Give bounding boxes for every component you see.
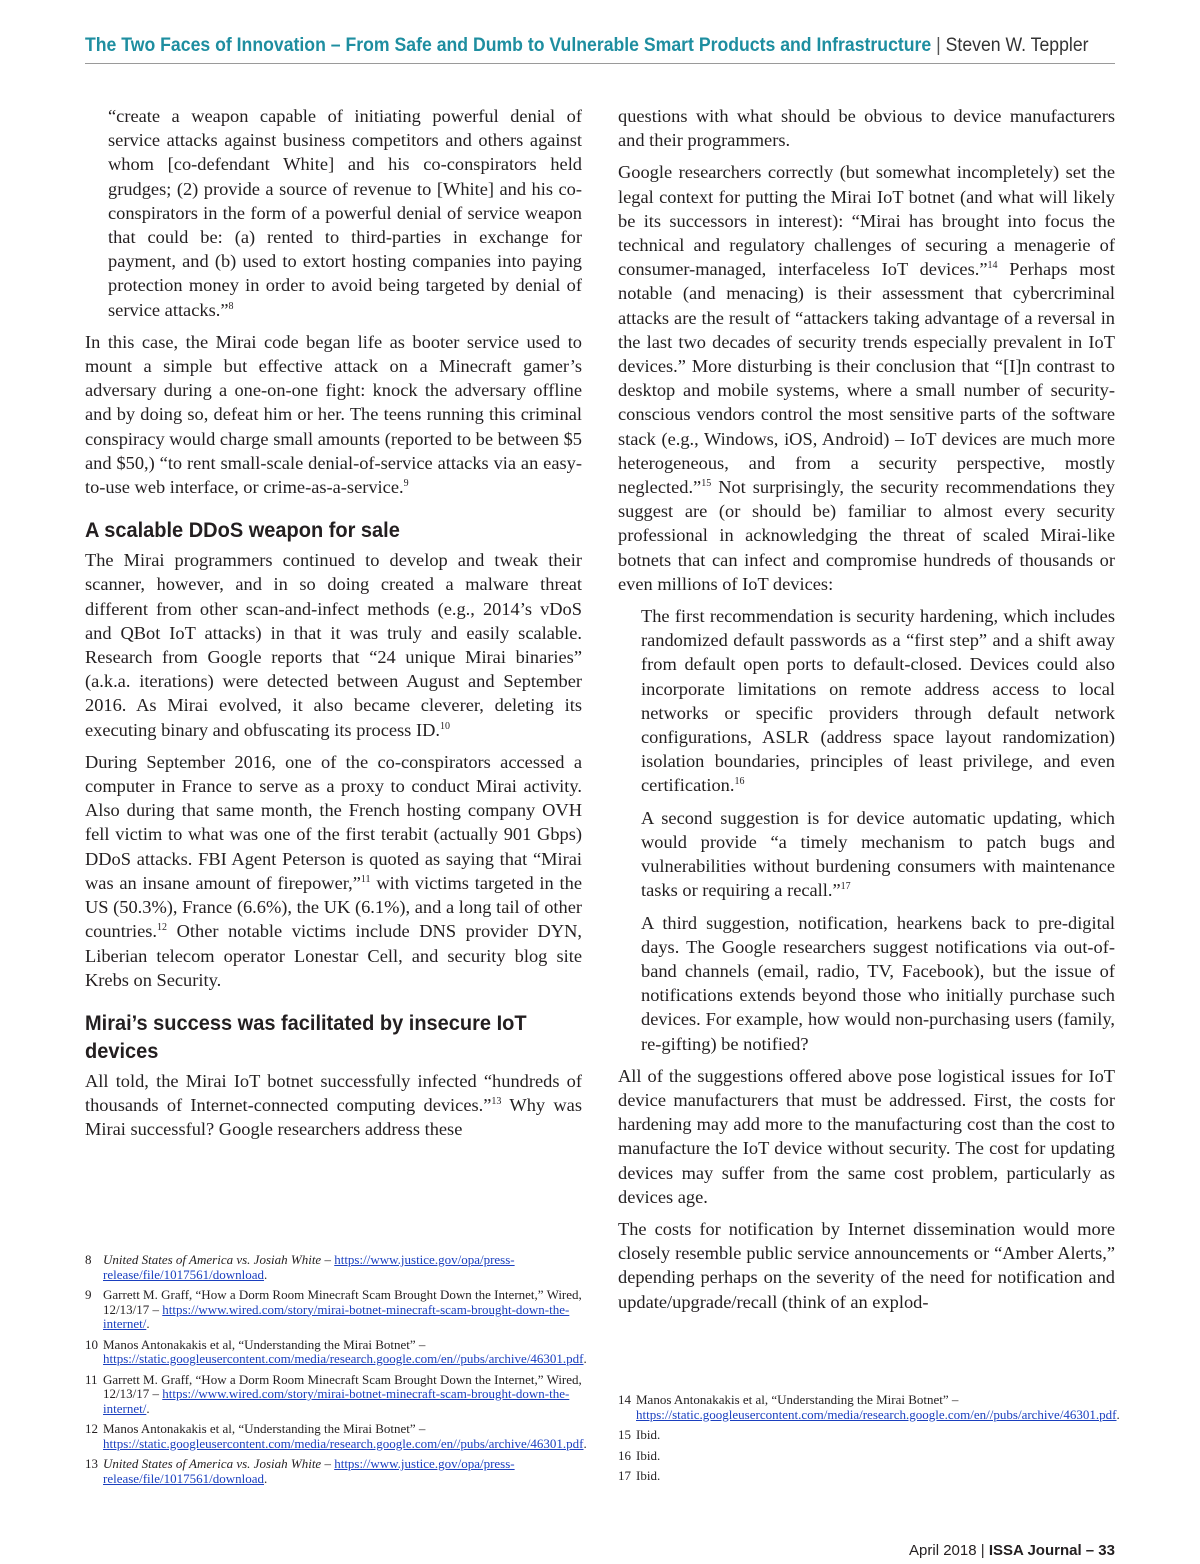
paragraph-text: In this case, the Mirai code began life as booter service used to mount a simple but effective attack on a Minecraft gamer’s adversary during a one-on-one fight: knock the adversary offline and by doing so, defeat him or her. The teens running this criminal conspiracy would charge small amounts (reported to be between $5 and $50,) “to rent small-scale denial-of-service attacks via an easy-to-use web interface, or crime-as-a-service. (85, 331, 582, 498)
footnote-end: . (146, 1316, 150, 1331)
footnote (85, 1457, 582, 1486)
footnote-link[interactable]: https://www.justice.gov/opa/press-release/file/1017561/download (103, 1252, 515, 1282)
paragraph-text: All told, the Mirai IoT botnet successfully infected “hundreds of thousands of Internet-connected computing devices.” (85, 1070, 582, 1116)
issue-date: April 2018 (909, 1542, 977, 1559)
footnote-text: Garrett M. Graff, “How a Dorm Room Minecraft Scam Brought Down the Internet,” Wired, 12/13/17 (103, 1287, 582, 1317)
footnote-text: Ibid. (636, 1427, 661, 1442)
footnote-number: 9 (85, 1287, 92, 1302)
footnote-number: 17 (618, 1468, 631, 1483)
footnote-link[interactable]: https://static.googleusercontent.com/media/research.google.com/en//pubs/archive/46301.pdf (103, 1435, 584, 1451)
running-header (85, 34, 1089, 57)
section-heading: Mirai’s success was facilitated by insecure IoT devices (85, 1010, 527, 1063)
footnote (618, 1428, 1115, 1443)
footnote-ref[interactable]: 13 (491, 1095, 502, 1107)
footnote-separator: – (321, 1456, 335, 1471)
footnotes-left (85, 1252, 587, 1492)
paragraph-text: Why was Mirai successful? Google researchers address these (85, 1095, 582, 1140)
block-quote (108, 104, 582, 322)
footnote-ref[interactable]: 10 (439, 720, 450, 732)
footnote-text: Manos Antonakakis et al, “Understanding the Mirai Botnet” (103, 1336, 416, 1352)
footnote-text: Manos Antonakakis et al, “Understanding the Mirai Botnet” (103, 1421, 416, 1436)
footnote-number: 8 (85, 1252, 92, 1267)
footnote-ref[interactable]: 15 (701, 477, 712, 489)
footnote-text: Manos Antonakakis et al, “Understanding the Mirai Botnet” (636, 1392, 949, 1407)
footnote-text: United States of America vs. Josiah White (103, 1456, 322, 1471)
header-rule (85, 63, 1115, 64)
footnote-text: United States of America vs. Josiah White (103, 1252, 322, 1267)
footnote-end: . (583, 1351, 587, 1366)
paragraph-text: with victims targeted in the US (50.3%), France (6.6%), the UK (6.1%), and a long tail of other countries. (85, 872, 582, 942)
footnote-end: . (1116, 1406, 1120, 1422)
footnote-number: 14 (618, 1392, 631, 1407)
footnote (618, 1469, 1115, 1484)
footnote-link[interactable]: https://www.wired.com/story/mirai-botnet-minecraft-scam-brought-down-the-internet/ (103, 1386, 570, 1416)
footnote-link[interactable]: https://static.googleusercontent.com/media/research.google.com/en//pubs/archive/46301.pdf (103, 1351, 584, 1366)
footnote-ref[interactable]: 11 (360, 873, 371, 885)
footnote-text: Garrett M. Graff, “How a Dorm Room Minecraft Scam Brought Down the Internet,” Wired, 12/13/17 (103, 1371, 582, 1401)
footnote-link[interactable]: https://www.justice.gov/opa/press-release/file/1017561/download (103, 1456, 515, 1486)
article-author: Steven W. Teppler (945, 34, 1089, 56)
paragraph-text: Not surprisingly, the security recommendations they suggest are (or should be) familiar to almost every security professional in acknowledging the threat of scaled Mirai-like botnets that can infect and compromise hundreds of thousands or even millions of IoT devices: (618, 477, 1115, 594)
paragraph-text: Other notable victims include DNS provider DYN, Liberian telecom operator Lonestar Cell, and security blog site Krebs on Security. (85, 921, 582, 990)
footnote (618, 1449, 1115, 1464)
footnote (85, 1421, 587, 1451)
footnote-separator: – (321, 1252, 335, 1267)
paragraph-text: Google researchers correctly (but somewhat incompletely) set the legal context for putting the Mirai IoT botnet (and what will likely be its successors in interest): “Mirai has brought into focus the technical and regulatory challenges of securing a menagerie of consumer-managed, interfaceless IoT devices.” (618, 162, 1115, 280)
block-quote (641, 604, 1115, 798)
footnotes-right (618, 1392, 1120, 1490)
paragraph (85, 548, 582, 742)
footnote-ref[interactable]: 12 (157, 922, 168, 934)
article-title: The Two Faces of Innovation – From Safe and Dumb to Vulnerable Smart Products and Infrastructure (85, 34, 932, 56)
paragraph (618, 160, 1115, 596)
paragraph-text: During September 2016, one of the co-conspirators accessed a computer in France to serve as a proxy to conduct Mirai activity. Also during that same month, the French hosting company OVH fell victim to what was one of the first terabit (actually 901 Gbps) DDoS attacks. FBI Agent Peterson is quoted as saying that “Mirai was an insane amount of firepower,” (85, 751, 582, 893)
footnote-end: . (583, 1435, 587, 1451)
paragraph-text: The Mirai programmers continued to develop and tweak their scanner, however, and in so doing created a malware threat different from other scan-and-infect methods (e.g., 2014’s vDoS and QBot IoT attacks) in that it was truly and easily scalable. Research from Google reports that “24 unique Mirai binaries” (a.k.a. iterations) were detected between August and September 2016. As Mirai evolved, it also became cleverer, deleting its executing binary and obfuscating its process ID. (85, 550, 582, 740)
footnote-separator: – (149, 1386, 163, 1401)
paragraph: The costs for notification by Internet dissemination would more closely resemble public service announcements or “Amber Alerts,” depending perhaps on the severity of the need for notification and update/upgrade/recall (think of an explod- (618, 1218, 1115, 1312)
right-column (618, 104, 1115, 1322)
footnote (618, 1392, 1120, 1422)
footnote-separator: – (415, 1336, 426, 1352)
footnote-number: 16 (618, 1447, 631, 1463)
quote-text: “create a weapon capable of initiating powerful denial of service attacks against business competitors and others against whom [co-defendant White] and his co-conspirators held grudges; (2) provide a source of revenue to [White] and his co-conspirators in the form of a powerful denial of service weapon that could be: (a) rented to third-parties in exchange for payment, and (b) used to extort hosting companies into paying protection money in order to avoid being targeted by denial of service attacks.” (108, 106, 582, 320)
footnote-number: 15 (618, 1427, 631, 1442)
footnote (85, 1373, 582, 1417)
paragraph (85, 1069, 582, 1142)
footnote-text: Ibid. (636, 1447, 661, 1463)
quote-text: A second suggestion is for device automatic updating, which would provide “a timely mechanism to patch bugs and vulnerabilities without burdening consumers with maintenance tasks or requiring a recall.” (641, 807, 1115, 901)
paragraph: questions with what should be obvious to device manufacturers and their programmers. (618, 106, 1115, 151)
footnote-ref[interactable]: 14 (987, 260, 998, 272)
publication-page: ISSA Journal – 33 (988, 1542, 1115, 1559)
paragraph (85, 330, 582, 499)
footnote-end: . (264, 1470, 268, 1486)
footnote (85, 1253, 582, 1282)
footnote-number: 13 (85, 1456, 98, 1471)
left-column (85, 104, 582, 1150)
footnote-ref[interactable]: 16 (734, 776, 745, 788)
footnote-end: . (264, 1266, 268, 1282)
footnote (85, 1288, 582, 1332)
quote-text: The first recommendation is security hardening, which includes randomized default passwords as a “first step” and a shift away from default open ports to default-closed. Devices could also incorporate limitations on remote address access to local networks or specific providers through default network configurations, ASLR (address space layout randomization) isolation boundaries, principles of least privilege, and even certification. (641, 606, 1115, 796)
footnote-separator: – (948, 1392, 959, 1407)
paragraph-text: Perhaps most notable (and menacing) is their assessment that cybercriminal attacks are the result of “attackers taking advantage of a reversal in the last two decades of security trends especially prevalent in IoT devices.” More disturbing is their conclusion that “[I]n contrast to desktop and mobile systems, where a small number of security-conscious vendors control the most sensitive parts of the software stack (e.g., Windows, iOS, Android) – IoT devices are much more heterogeneous, and from a security perspective, mostly neglected.” (618, 259, 1115, 498)
footnote-ref[interactable]: 9 (403, 477, 409, 489)
footnote-separator: – (149, 1301, 163, 1317)
page-footer (909, 1542, 1115, 1559)
block-quote: A third suggestion, notification, hearkens back to pre-digital days. The Google researchers suggest notifications via out-of-band channels (email, radio, TV, Facebook), but the issue of notifications extends beyond those who initially purchase such devices. For example, how would non-purchasing users (family, re-gifting) be notified? (641, 912, 1115, 1054)
section-heading: A scalable DDoS weapon for sale (85, 518, 400, 543)
header-separator: | (936, 34, 941, 56)
footnote-number: 12 (85, 1421, 98, 1436)
paragraph: All of the suggestions offered above pose logistical issues for IoT device manufacturers that must be addressed. First, the costs for hardening may add more to the manufacturing cost than the cost to manufacture the IoT device without security. The cost for updating devices may suffer from the same cost problem, particularly as devices age. (618, 1065, 1115, 1207)
footnote-number: 11 (85, 1371, 98, 1387)
footnote-link[interactable]: https://static.googleusercontent.com/media/research.google.com/en//pubs/archive/46301.pdf (636, 1406, 1117, 1422)
footer-separator: | (980, 1542, 985, 1559)
footnote-link[interactable]: https://www.wired.com/story/mirai-botnet-minecraft-scam-brought-down-the-internet/ (103, 1301, 570, 1331)
footnote-separator: – (415, 1421, 426, 1436)
footnote (85, 1336, 587, 1367)
footnote-end: . (146, 1400, 150, 1416)
footnote-number: 10 (85, 1336, 98, 1352)
paragraph (85, 750, 582, 992)
block-quote (641, 806, 1115, 903)
footnote-text: Ibid. (636, 1468, 661, 1483)
footnote-ref[interactable]: 17 (840, 881, 851, 893)
footnote-ref[interactable]: 8 (228, 300, 234, 312)
